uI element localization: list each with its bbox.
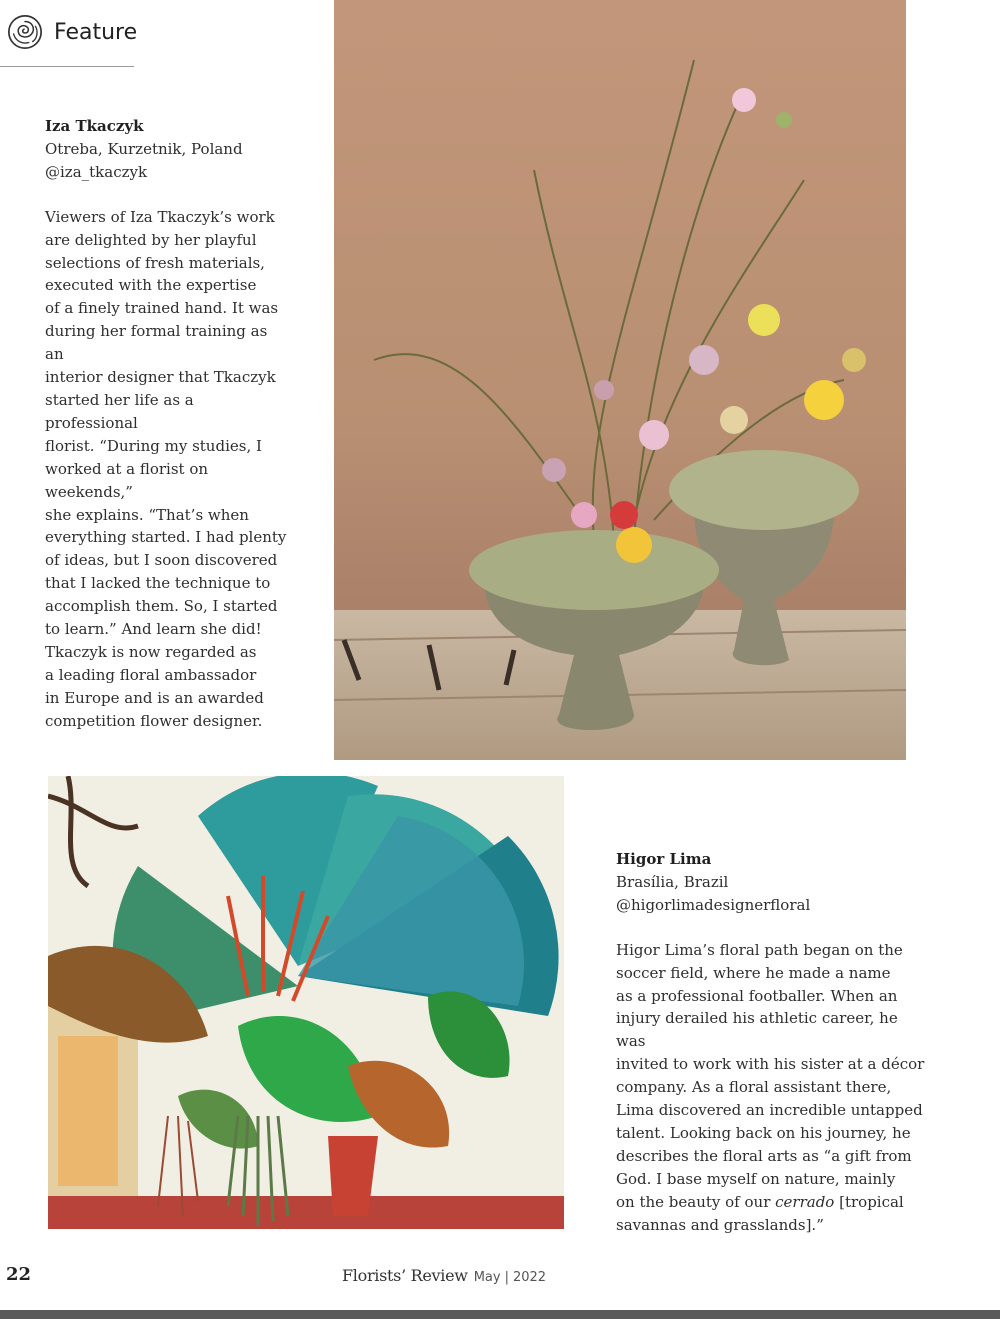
body-line: Tkaczyk is now regarded as	[45, 642, 257, 661]
body-line: God. I base myself on nature, mainly	[616, 1169, 896, 1188]
profile-handle: @iza_tkaczyk	[45, 162, 148, 181]
body-line: Higor Lima’s floral path began on the	[616, 940, 903, 959]
profile-handle: @higorlimadesignerfloral	[616, 895, 811, 914]
body-line: in Europe and is an awarded	[45, 688, 264, 707]
body-line: selections of fresh materials,	[45, 253, 265, 272]
body-line: company. As a floral assistant there,	[616, 1078, 892, 1097]
body-line: invited to work with his sister at a décor	[616, 1055, 925, 1074]
body-line: injury derailed his athletic career, he was	[616, 1009, 898, 1051]
body-line: as a professional footballer. When an	[616, 986, 898, 1005]
profile-iza-tkaczyk	[45, 115, 290, 733]
body-line: she explains. “That’s when	[45, 505, 249, 524]
profile-body	[45, 206, 290, 733]
magazine-name: Florists’ Review	[342, 1266, 468, 1285]
section-header	[6, 12, 137, 52]
profile-location: Otreba, Kurzetnik, Poland	[45, 139, 243, 158]
issue-year: 2022	[512, 1270, 547, 1285]
header-divider	[0, 66, 134, 67]
body-line	[616, 1191, 926, 1214]
body-line: that I lacked the technique to	[45, 574, 271, 593]
body-line: florist. “During my studies, I	[45, 436, 262, 455]
profile-higor-lima	[616, 848, 926, 1237]
body-line: of a finely trained hand. It was	[45, 299, 279, 318]
body-text: [tropical	[834, 1192, 904, 1211]
body-line: a leading floral ambassador	[45, 665, 257, 684]
body-line: Viewers of Iza Tkaczyk’s work	[45, 207, 275, 226]
footer-credit	[342, 1266, 546, 1285]
body-line: accomplish them. So, I started	[45, 597, 278, 616]
photo-urn-arrangement	[334, 0, 906, 760]
issue-separator: |	[504, 1270, 509, 1285]
body-line: soccer field, where he made a name	[616, 963, 891, 982]
body-line: are delighted by her playful	[45, 230, 257, 249]
body-line: competition flower designer.	[45, 711, 263, 730]
body-line: everything started. I had plenty	[45, 528, 287, 547]
profile-name: Higor Lima	[616, 850, 712, 868]
body-line: executed with the expertise	[45, 276, 257, 295]
body-line: describes the floral arts as “a gift from	[616, 1146, 912, 1165]
body-line: during her formal training as an	[45, 322, 268, 364]
body-line: to learn.” And learn she did!	[45, 620, 262, 639]
body-line: savannas and grasslands].”	[616, 1215, 824, 1234]
body-line: talent. Looking back on his journey, he	[616, 1123, 911, 1142]
profile-name: Iza Tkaczyk	[45, 117, 144, 135]
issue-month: May	[473, 1270, 501, 1285]
body-italic: cerrado	[775, 1192, 835, 1211]
profile-body	[616, 939, 926, 1237]
body-line: interior designer that Tkaczyk	[45, 368, 276, 387]
body-line: of ideas, but I soon discovered	[45, 551, 278, 570]
photo-palm-arrangement	[48, 776, 564, 1229]
body-line: Lima discovered an incredible untapped	[616, 1101, 923, 1120]
rose-icon	[6, 13, 44, 51]
body-text: on the beauty of our	[616, 1192, 776, 1211]
viewer-bottom-bar	[0, 1310, 1000, 1319]
body-line: started her life as a professional	[45, 390, 194, 432]
body-line: worked at a florist on weekends,”	[45, 459, 209, 501]
section-title: Feature	[54, 19, 138, 45]
profile-location: Brasília, Brazil	[616, 872, 729, 891]
page-number: 22	[6, 1264, 32, 1285]
